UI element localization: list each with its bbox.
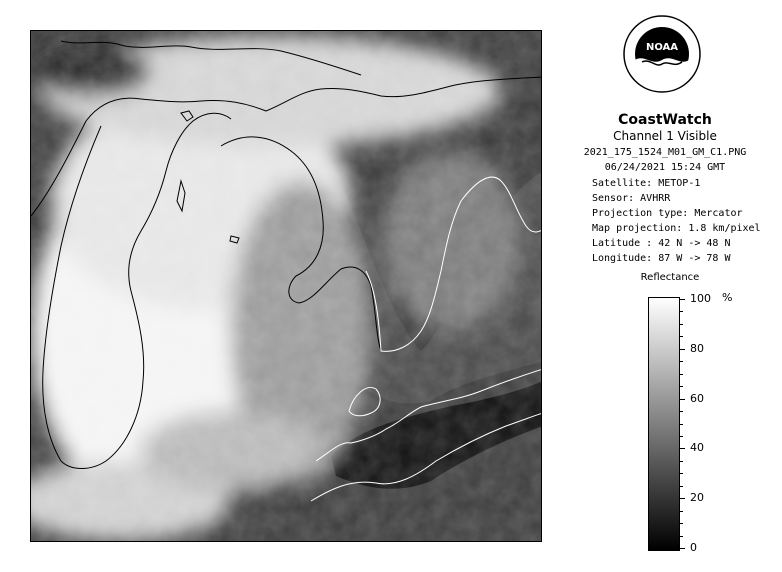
colorbar-tick-label: 100 — [690, 292, 711, 305]
colorbar-tick-mark — [680, 399, 685, 400]
longitude-label: Longitude: 87 W -> 78 W — [592, 253, 731, 264]
colorbar-minor-tick — [680, 523, 683, 524]
colorbar-tick-label: 40 — [690, 441, 704, 455]
colorbar-tick-mark — [680, 498, 685, 499]
colorbar-minor-tick — [680, 324, 683, 325]
colorbar-minor-tick — [680, 436, 683, 437]
satellite-map — [31, 31, 542, 542]
colorbar-minor-tick — [680, 336, 683, 337]
colorbar-minor-tick — [680, 536, 683, 537]
channel-label: Channel 1 Visible — [613, 129, 717, 143]
colorbar-minor-tick — [680, 411, 683, 412]
noaa-seal-icon — [622, 14, 702, 94]
colorbar-minor-tick — [680, 424, 683, 425]
colorbar-tick-mark — [680, 448, 685, 449]
colorbar-tick-mark — [680, 299, 685, 300]
colorbar-minor-tick — [680, 473, 683, 474]
projection-type-label: Projection type: Mercator — [592, 208, 743, 219]
colorbar-tick-label: 0 — [690, 541, 697, 554]
colorbar-minor-tick — [680, 486, 683, 487]
satellite-image — [30, 30, 542, 542]
noaa-logo-text: NOAA — [645, 42, 679, 53]
reflectance-colorbar — [648, 297, 680, 551]
sensor-label: Sensor: AVHRR — [592, 193, 671, 204]
colorbar-tick-label: 20 — [690, 491, 704, 505]
product-title: CoastWatch — [618, 112, 712, 128]
noaa-logo — [622, 14, 702, 94]
colorbar-minor-tick — [680, 386, 683, 387]
latitude-label: Latitude : 42 N -> 48 N — [592, 238, 731, 249]
datetime-label: 06/24/2021 15:24 GMT — [604, 162, 726, 173]
colorbar-minor-tick — [680, 374, 683, 375]
colorbar-tick-label: 60 — [690, 391, 704, 405]
colorbar-title: Reflectance — [640, 272, 700, 283]
colorbar-tick-mark — [680, 548, 685, 549]
colorbar-tick-label: 80 — [690, 341, 704, 355]
colorbar-minor-tick — [680, 461, 683, 462]
colorbar-minor-tick — [680, 311, 683, 312]
colorbar-minor-tick — [680, 361, 683, 362]
filename-label: 2021_175_1524_M01_GM_C1.PNG — [583, 147, 747, 158]
colorbar-tick-mark — [680, 349, 685, 350]
colorbar-minor-tick — [680, 511, 683, 512]
colorbar-unit: % — [722, 291, 733, 304]
satellite-label: Satellite: METOP-1 — [592, 178, 701, 189]
map-projection-label: Map projection: 1.8 km/pixel — [592, 223, 761, 234]
